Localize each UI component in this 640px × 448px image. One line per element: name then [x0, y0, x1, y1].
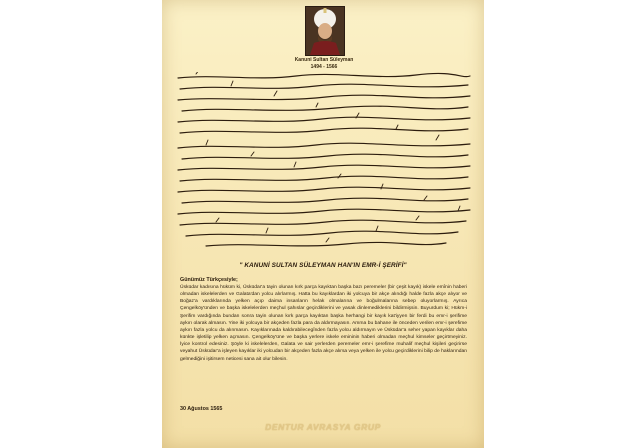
portrait-caption: Kanuni Sultan Süleyman: [294, 57, 354, 63]
portrait-years: 1494 - 1566: [310, 64, 338, 70]
translation-label: Günümüz Türkçesiyle;: [180, 277, 238, 283]
sultan-portrait: [305, 6, 345, 56]
document-date: 30 Ağustos 1565: [180, 406, 223, 412]
ottoman-manuscript: [176, 72, 472, 250]
document-page: [162, 0, 484, 448]
brand-watermark: DENTUR AVRASYA GRUP: [265, 422, 381, 432]
translation-text: Üsküdar kadısına hüküm ki, Üsküdar'a tayin olunan kırk parça kayıktan başka bazı peremeler (bir çeşit kayık) iskele emînin haberi olmadan iskelelerden ve Galata'dan yolcu alırlarmış. Hatta bu kayıklardan iki yolcuya bir akçe alındığı halde fazla akçe alıyor ve Boğaz'a vardıklarında yelken açıp daima insanların helak olmalarına ve boğulmalarına sebep oluyorlarmış. Ayrıca Çengelköy'ünden ve başka iskelelerden meçhul şahıslar geçirdiklerini ve yasak dinlemediklerini bildirmişsin. Buyurdum ki; Hükm-i Şerifim vardığında bundan sonra tayin olunan kırk parça kayıktan başka herhangi bir kayık kat'iyyen bir ferdi bu emr-i şerifime aykırı olarak almasın. Yine iki yolcuya bir akçeden fazla para da aldırmayasın. Amma bu bahane ile önceden verilen emr-i şerefime aykırı fazla yolcu da alınmasın. Kayıklarınada kaldırabilecegînden fazla yolcu aldırmayın ve Üsküdar'a seher yapan kayıklar daha künkte işletilip yelken açmasın. Çengelköy'üne ve başka yerlere iskele emininin haberi olmadan meçhul kimseler geçirtmeyiniz. İyice kontrol edesiniz. Şöyle ki iskelelerden, Galata ve sair yerlerden peremeler emr-i şerefime muhalif meçhul kişileri geçirirse veyahut Üsküdar'a işleyen kayıklar iki yolcudan bir akçeden fazla akçe alırsa veya yelken ile yolcu geçirdiklerini bilip de haklarından gelmediğini işitirsem neticesi sana ait olur bilesin.: [180, 285, 467, 362]
document-heading: " KANUNİ SULTAN SÜLEYMAN HAN'IN EMR-İ ŞERİFİ": [239, 262, 407, 269]
